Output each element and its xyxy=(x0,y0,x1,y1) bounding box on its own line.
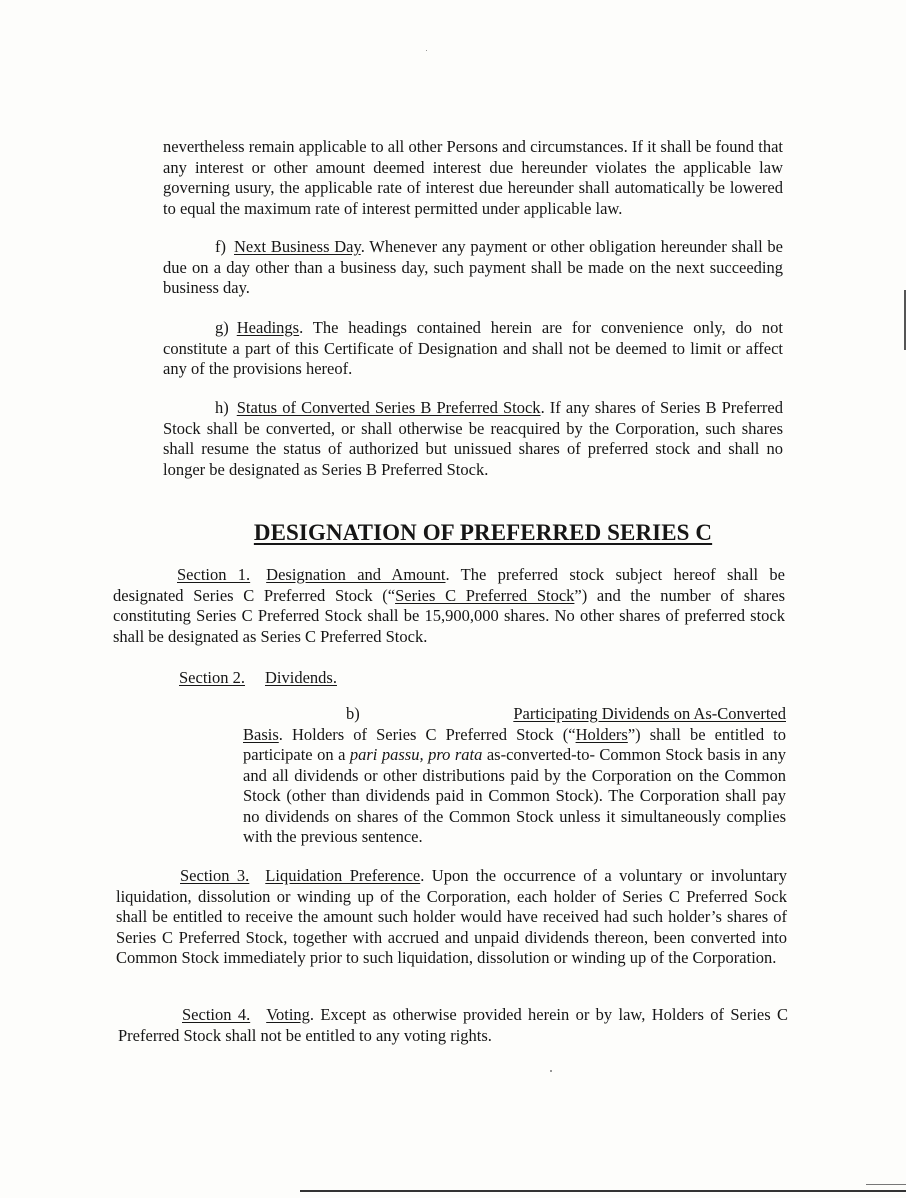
section-3-heading: Liquidation Preference xyxy=(265,866,421,885)
item-g-heading: Headings xyxy=(236,318,300,337)
section-4-heading: Voting xyxy=(266,1005,310,1024)
section-1-heading: Designation and Amount xyxy=(266,565,446,584)
section-4-label: Section 4. xyxy=(182,1005,251,1024)
scan-speck-top xyxy=(426,50,427,51)
scan-bottom-line xyxy=(300,1190,906,1192)
item-g-label: g) xyxy=(215,318,229,337)
section-3-paragraph xyxy=(116,866,787,969)
section-1-defined-term: Series C Preferred Stock xyxy=(395,585,575,605)
item-h-label: h) xyxy=(215,398,229,417)
section-1-text-a: . The preferred stock subject hereof shall be designated Series C Preferred Stock (“ xyxy=(113,565,785,605)
section-2-b-first-line xyxy=(243,704,786,725)
section-2-b-paragraph xyxy=(243,704,786,848)
item-f-text: . Whenever any payment or other obligation hereunder shall be due on a day other than a business day, such payment shall be made on the next succeeding business day. xyxy=(163,237,783,297)
section-3-text: . Upon the occurrence of a voluntary or involuntary liquidation, dissolution or winding up of the Corporation, each holder of Series C Preferred Sock shall be entitled to receive the amount such holder would have received had such holder’s shares of Series C Preferred Stock, together with accrued and unpaid dividends thereon, been converted into Common Stock immediately prior to such liquidation, dissolution or winding up of the Corporation. xyxy=(116,866,787,967)
item-f-label: f) xyxy=(215,237,226,256)
series-c-title: DESIGNATION OF PREFERRED SERIES C xyxy=(253,520,713,545)
section-2-b-label: b) xyxy=(346,704,360,723)
section-2-b-heading-b: Basis xyxy=(243,724,279,744)
section-2-heading-line xyxy=(179,668,579,689)
section-1-text-b: ”) and the number of shares constituting Series C Preferred Stock shall be 15,900,000 shares. No other shares of preferred stock shall be designated as Series C Preferred Stock. xyxy=(113,585,786,646)
scan-bottom-line-short xyxy=(866,1184,906,1185)
section-2-b-body xyxy=(243,725,786,848)
item-h-paragraph xyxy=(163,398,783,480)
continuation-text: nevertheless remain applicable to all other Persons and circumstances. If it shall be found that any interest or other amount deemed interest due hereunder violates the applicable law governing usury, the applicable rate of interest due hereunder shall automatically be lowered to equal the maximum rate of interest permitted under applicable law. xyxy=(163,137,783,218)
item-g-paragraph xyxy=(163,318,783,380)
section-2-heading: Dividends. xyxy=(265,668,337,687)
item-h-heading: Status of Converted Series B Preferred Stock xyxy=(236,398,541,417)
section-2-b-text-c: as-converted-to- Common Stock basis in any and all dividends or other distributions paid by the Corporation on the Common Stock (other than dividends paid in Common Stock). The Corporation shall pay no dividends on shares of the Common Stock unless it simultaneously complies with the previous sentence. xyxy=(243,745,786,846)
section-4-paragraph xyxy=(118,1005,788,1046)
item-h-text: . If any shares of Series B Preferred Stock shall be converted, or shall otherwise be reacquired by the Corporation, such shares shall resume the status of authorized but unissued shares of preferred stock and shall no longer be designated as Series B Preferred Stock. xyxy=(163,398,783,479)
item-f-heading: Next Business Day xyxy=(234,237,361,256)
section-1-label: Section 1. xyxy=(177,565,251,584)
section-3-label: Section 3. xyxy=(180,866,250,885)
section-2-b-defined-term: Holders xyxy=(575,724,628,744)
section-2-b-italic-term: pari passu, pro rata xyxy=(349,745,483,764)
section-2-b-text-b: ”) shall be entitled to participate on a xyxy=(243,724,787,764)
section-2-b-heading-a: Participating Dividends on As-Converted xyxy=(513,704,786,723)
section-2-label: Section 2. xyxy=(179,668,245,687)
item-g-text: . The headings contained herein are for convenience only, do not constitute a part of this Certificate of Designation and shall not be deemed to limit or affect any of the provisions hereof. xyxy=(163,318,783,378)
section-1-paragraph xyxy=(113,565,785,647)
continuation-paragraph xyxy=(163,137,783,219)
scan-speck xyxy=(550,1070,552,1072)
section-2-b-text-a: . Holders of Series C Preferred Stock (“ xyxy=(278,724,576,744)
section-4-text: . Except as otherwise provided herein or by law, Holders of Series C Preferred Stock shall not be entitled to any voting rights. xyxy=(118,1005,788,1045)
item-f-paragraph xyxy=(163,237,783,299)
